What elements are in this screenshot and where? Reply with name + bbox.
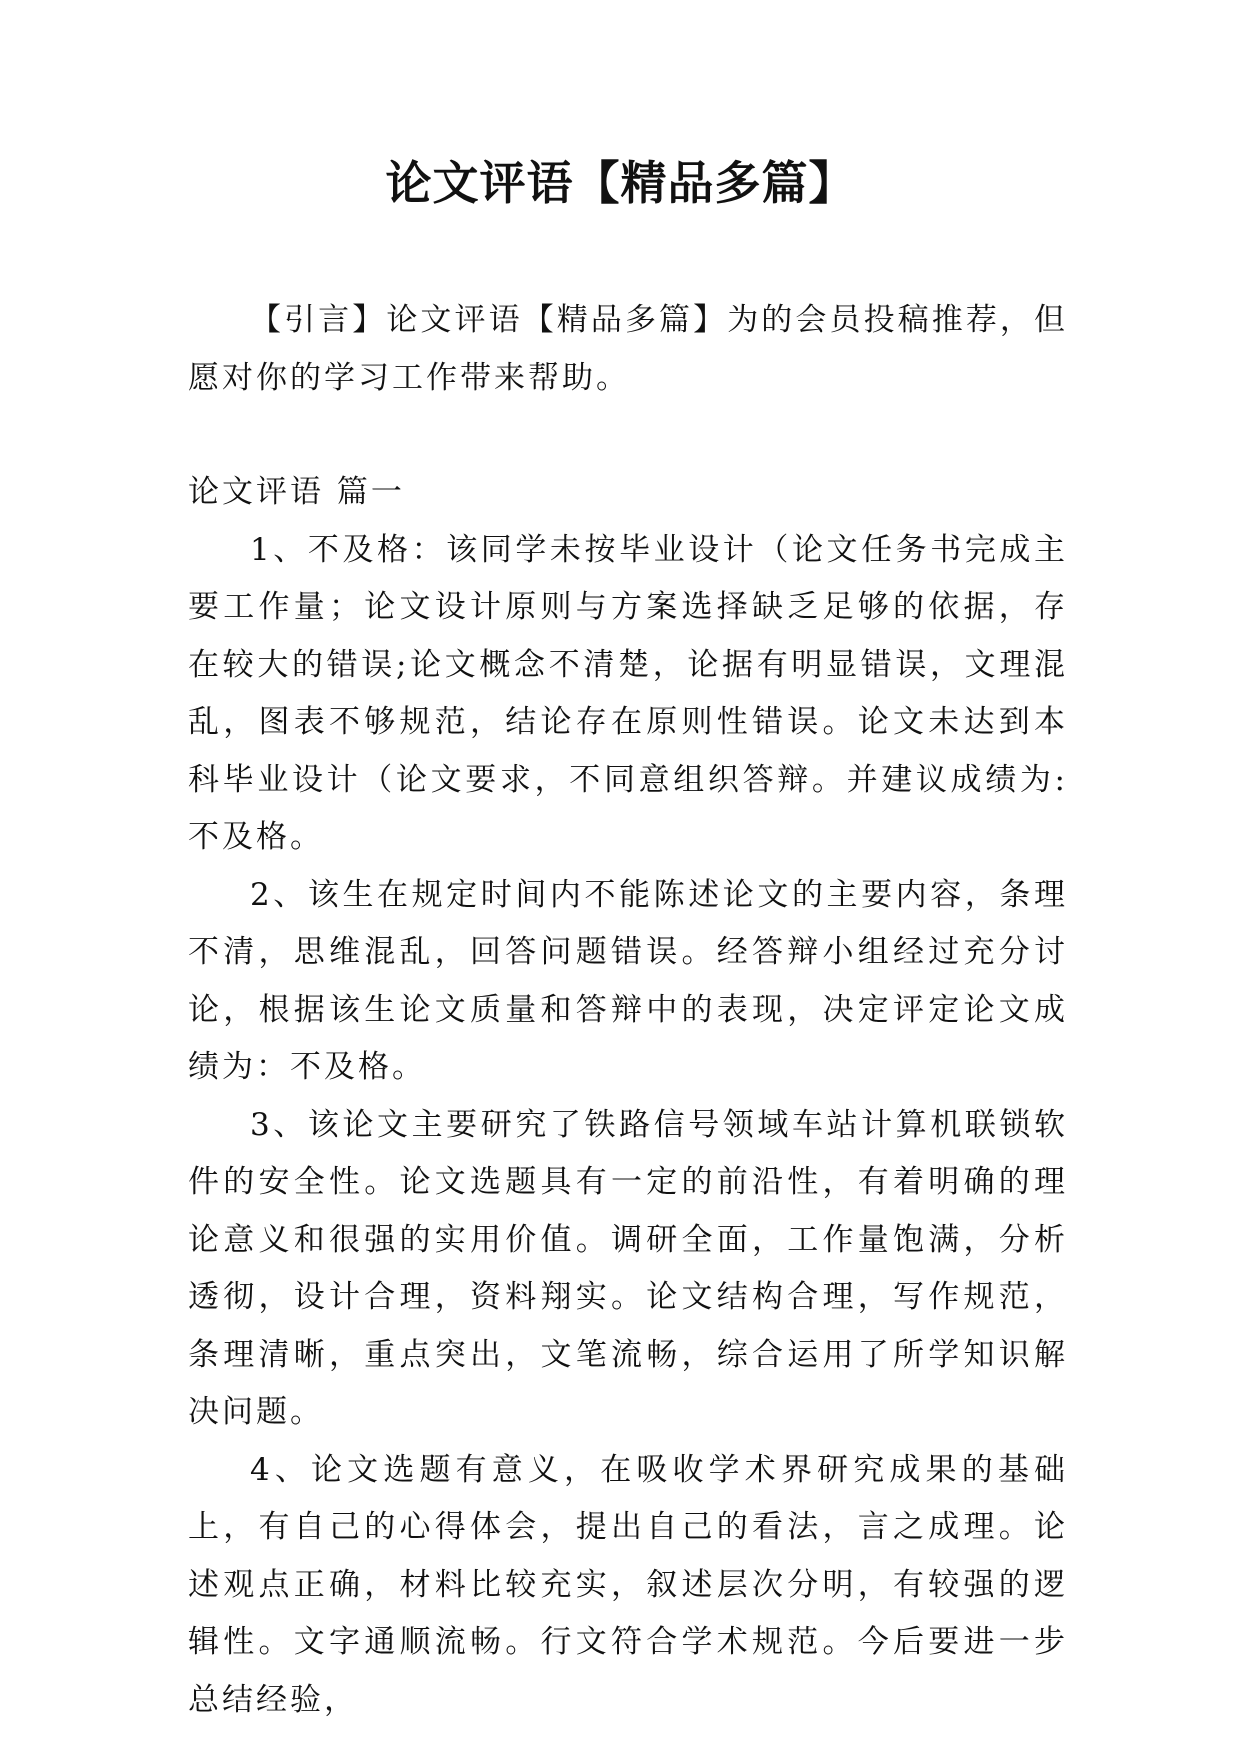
- document-body: [188, 292, 1068, 1729]
- document-title: 论文评语【精品多篇】: [385, 156, 856, 210]
- section-heading: 论文评语 篇一: [188, 474, 405, 510]
- paragraph-1: 1、不及格：该同学未按毕业设计（论文任务书完成主要工作量；论文设计原则与方案选择缺乏足够的依据，存在较大的错误;论文概念不清楚，论据有明显错误，文理混乱，图表不够规范，结论存在原则性错误。论文未达到本科毕业设计（论文要求，不同意组织答辩。并建议成绩为:不及格。: [188, 531, 1068, 855]
- paragraph-2: 2、该生在规定时间内不能陈述论文的主要内容，条理不清，思维混乱，回答问题错误。经答辩小组经过充分讨论，根据该生论文质量和答辩中的表现，决定评定论文成绩为：不及格。: [188, 876, 1068, 1085]
- paragraph-4: 4、论文选题有意义，在吸收学术界研究成果的基础上，有自己的心得体会，提出自己的看法，言之成理。论述观点正确，材料比较充实，叙述层次分明，有较强的逻辑性。文字通顺流畅。行文符合学术规范。今后要进一步总结经验，: [188, 1451, 1068, 1718]
- intro-paragraph: 【引言】论文评语【精品多篇】为的会员投稿推荐，但愿对你的学习工作带来帮助。: [188, 302, 1068, 396]
- paragraph-3: 3、该论文主要研究了铁路信号领域车站计算机联锁软件的安全性。论文选题具有一定的前沿性，有着明确的理论意义和很强的实用价值。调研全面，工作量饱满，分析透彻，设计合理，资料翔实。论文结构合理，写作规范，条理清晰，重点突出，文笔流畅，综合运用了所学知识解决问题。: [188, 1106, 1068, 1430]
